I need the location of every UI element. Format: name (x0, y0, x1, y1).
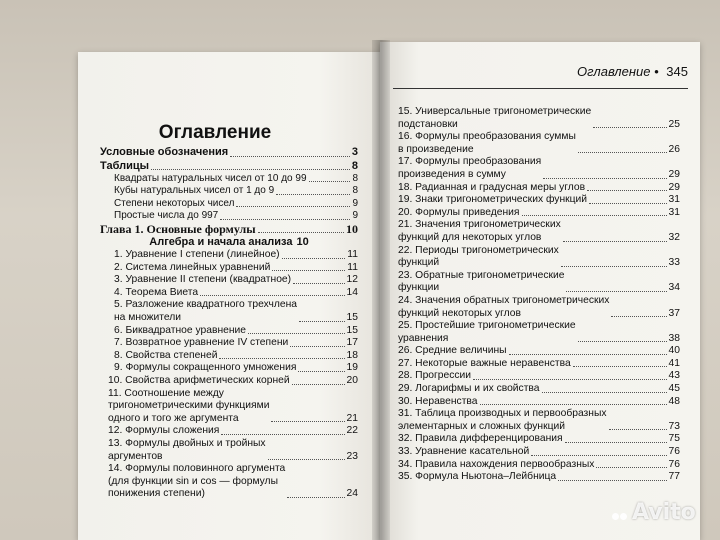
toc-entry-text: Алгебра и начала анализа (149, 236, 293, 249)
toc-entry-page: 32 (668, 231, 680, 243)
toc-entry-text: 3. Уравнение II степени (квадратное) (114, 274, 292, 286)
toc-entry-page: 73 (668, 420, 680, 432)
toc-entry-text: 25. Простейшие тригонометрические уравнения (398, 320, 576, 344)
toc-entry-page: 11 (347, 249, 358, 261)
toc-entry-page: 29 (668, 168, 680, 180)
toc-entry (398, 446, 680, 459)
toc-entry-text: 15. Универсальные тригонометрические подстановки (398, 106, 592, 130)
toc-entry-text: 12. Формулы сложения (108, 425, 220, 437)
toc-leader-dots (298, 371, 344, 372)
toc-leader-dots (282, 258, 346, 259)
toc-entry-text: Условные обозначения (100, 146, 229, 158)
toc-entry-page: 45 (668, 383, 680, 395)
toc-entry-page: 8 (351, 159, 358, 172)
toc-entry-text: 18. Радианная и градусная меры углов (398, 181, 586, 193)
toc-leader-dots (271, 421, 344, 422)
toc-entry (100, 299, 358, 324)
toc-entry-page: 29 (668, 181, 680, 193)
running-header-title: Оглавление (577, 64, 651, 79)
watermark-text: Avito (632, 500, 696, 525)
toc-entry-page: 18 (346, 349, 358, 361)
toc-leader-dots (480, 404, 667, 405)
toc-entry-text: 28. Прогрессии (398, 370, 472, 382)
toc-leader-dots (609, 429, 667, 430)
toc-entry-page: 37 (668, 307, 680, 319)
running-header-page: 345 (666, 64, 688, 79)
toc-entry-page: 17 (346, 337, 358, 349)
toc-entry-page: 9 (352, 210, 358, 222)
toc-entry (398, 245, 680, 270)
toc-entry-page: 23 (346, 450, 358, 462)
toc-entry-page: 14 (346, 286, 358, 298)
toc-entry-text: 35. Формула Ньютона–Лейбница (398, 471, 557, 483)
toc-entry-text: 7. Возвратное уравнение IV степени (114, 337, 289, 349)
toc-entry-text: 20. Формулы приведения (398, 206, 520, 218)
toc-leader-dots (531, 455, 666, 456)
toc-entry-text: 32. Правила дифференцирования (398, 433, 563, 445)
toc-entry (398, 219, 680, 244)
toc-entry (100, 249, 358, 262)
toc-leader-dots (299, 321, 345, 322)
toc-entry-page: 8 (352, 185, 358, 197)
toc-entry-page: 15 (346, 324, 358, 336)
toc-entry-text: 4. Теорема Виета (114, 286, 199, 298)
toc-entry-text: 19. Знаки тригонометрических функций (398, 194, 588, 206)
toc-entry (100, 287, 358, 300)
toc-entry-page: 40 (668, 345, 680, 357)
toc-leader-dots (558, 480, 666, 481)
toc-entry (398, 345, 680, 358)
toc-entry-page: 76 (668, 446, 680, 458)
toc-leader-dots (565, 442, 667, 443)
toc-leader-dots (248, 333, 345, 334)
toc-leader-dots (542, 392, 667, 393)
toc-entry (100, 173, 358, 185)
toc-entry (398, 194, 680, 207)
toc-entry-page: 75 (668, 433, 680, 445)
toc-entry (100, 274, 358, 287)
toc-entry (398, 106, 680, 131)
toc-leader-dots (473, 379, 666, 380)
toc-leader-dots (151, 169, 350, 170)
toc-entry-page: 34 (668, 282, 680, 294)
running-header (393, 64, 688, 89)
toc-entry (398, 459, 680, 472)
toc-entry-page: 11 (347, 261, 358, 273)
toc-entry (398, 358, 680, 371)
toc-leader-dots (578, 341, 667, 342)
toc-entry (100, 325, 358, 338)
toc-entry (398, 156, 680, 181)
toc-entry (100, 146, 358, 160)
toc-entry (100, 236, 358, 249)
toc-entry-page: 48 (668, 395, 680, 407)
book-gutter (372, 40, 390, 540)
toc-leader-dots (509, 354, 667, 355)
toc-entry (100, 388, 358, 426)
toc-entry-text: 31. Таблица производных и первообразных элементарных и сложных функций (398, 408, 607, 432)
toc-leader-dots (522, 215, 667, 216)
toc-entry-page: 24 (346, 488, 358, 500)
toc-entry-page: 31 (668, 194, 680, 206)
toc-leader-dots (236, 206, 350, 207)
toc-entry-page: 41 (668, 357, 680, 369)
toc-entry (398, 408, 680, 433)
toc-leader-dots (566, 291, 666, 292)
toc-entry (398, 131, 680, 156)
toc-entry-text: 1. Уравнение I степени (линейное) (114, 249, 280, 261)
toc-leader-dots (309, 181, 351, 182)
toc-entry-page: 10 (296, 236, 309, 249)
toc-entry-text: 29. Логарифмы и их свойства (398, 383, 540, 395)
toc-entry (100, 375, 358, 388)
toc-leader-dots (589, 203, 666, 204)
toc-entry (398, 383, 680, 396)
toc-entry-page: 26 (668, 143, 680, 155)
toc-leader-dots (561, 266, 667, 267)
toc-entry (398, 270, 680, 295)
toc-entry (398, 370, 680, 383)
toc-entry-text: Квадраты натуральных чисел от 10 до 99 (114, 173, 307, 184)
toc-leader-dots (272, 270, 345, 271)
toc-leader-dots (290, 346, 344, 347)
toc-entry-text: 23. Обратные тригонометрические функции (398, 269, 565, 294)
toc-entry-page: 21 (346, 412, 358, 424)
toc-entry-text: 9. Формулы сокращенного умножения (114, 362, 297, 374)
toc-entry-text: 16. Формулы преобразования суммы в произведение (398, 131, 576, 155)
toc-entry-page: 22 (346, 425, 358, 437)
toc-entry-text: 14. Формулы половинного аргумента (для функции sin и cos — формулы понижения степени) (108, 463, 286, 500)
running-header-bullet: • (654, 64, 659, 79)
toc-leader-dots (611, 316, 666, 317)
toc-entry-text: 22. Периоды тригонометрических функций (398, 244, 559, 269)
toc-entry-page: 76 (668, 458, 680, 470)
toc-right (398, 106, 680, 484)
toc-leader-dots (593, 127, 666, 128)
toc-entry (100, 160, 358, 174)
toc-leader-dots (219, 358, 344, 359)
toc-entry-text: Глава 1. Основные формулы (100, 221, 256, 236)
toc-leader-dots (293, 283, 344, 284)
toc-entry (398, 182, 680, 195)
toc-entry (100, 425, 358, 438)
toc-leader-dots (287, 497, 344, 498)
toc-entry-page: 33 (668, 257, 680, 269)
toc-leader-dots (221, 434, 344, 435)
toc-entry (398, 295, 680, 320)
toc-entry-page: 19 (346, 362, 358, 374)
toc-entry-text: 24. Значения обратных тригонометрических функций некоторых углов (398, 294, 610, 319)
toc-entry-text: 10. Свойства арифметических корней (108, 374, 290, 386)
toc-entry (100, 223, 358, 237)
toc-entry (100, 198, 358, 210)
toc-entry-page: 12 (346, 274, 358, 286)
toc-entry-page: 25 (668, 118, 680, 130)
toc-entry-text: 8. Свойства степеней (114, 349, 218, 361)
toc-entry-text: 6. Биквадратное уравнение (114, 324, 247, 336)
page-title: Оглавление (158, 122, 272, 143)
toc-entry (100, 438, 358, 463)
toc-entry-page: 3 (351, 146, 358, 158)
toc-entry-page: 43 (668, 370, 680, 382)
toc-entry (398, 207, 680, 220)
toc-leader-dots (292, 384, 345, 385)
toc-entry (100, 350, 358, 363)
toc-entry-page: 10 (346, 221, 358, 236)
toc-entry-text: 2. Система линейных уравнений (114, 261, 271, 273)
toc-leader-dots (563, 241, 667, 242)
toc-entry-text: 27. Некоторые важные неравенства (398, 357, 571, 369)
toc-entry (398, 433, 680, 446)
toc-entry-text: 21. Значения тригонометрических функций для некоторых углов (398, 219, 561, 243)
toc-entry-text: 30. Неравенства (398, 395, 478, 407)
toc-entry-page: 8 (352, 173, 358, 184)
toc-entry-text: Кубы натуральных чисел от 1 до 9 (114, 185, 275, 197)
toc-entry (398, 471, 680, 484)
toc-leader-dots (200, 295, 344, 296)
toc-leader-dots (220, 219, 350, 220)
toc-entry-page: 9 (352, 197, 358, 209)
avito-logo-icon (612, 501, 628, 526)
toc-entry-text: 26. Средние величины (398, 345, 507, 357)
toc-entry-text: 34. Правила нахождения первообразных (398, 458, 595, 470)
toc-entry (100, 210, 358, 222)
toc-entry-page: 77 (668, 471, 680, 483)
toc-entry-text: Простые числа до 997 (114, 210, 219, 222)
toc-entry (100, 463, 358, 501)
toc-entry-text: 13. Формулы двойных и тройных аргументов (108, 437, 266, 462)
toc-leader-dots (573, 366, 667, 367)
watermark (612, 500, 696, 526)
toc-left (100, 146, 358, 501)
toc-leader-dots (587, 190, 666, 191)
toc-entry-text: 33. Уравнение касательной (398, 446, 530, 458)
toc-entry (398, 320, 680, 345)
toc-entry (100, 337, 358, 350)
toc-entry (100, 262, 358, 275)
toc-entry (398, 396, 680, 409)
toc-entry-page: 20 (346, 374, 358, 386)
toc-entry (100, 185, 358, 197)
toc-leader-dots (543, 178, 666, 179)
toc-leader-dots (578, 152, 667, 153)
toc-leader-dots (268, 459, 345, 460)
toc-entry-page: 15 (346, 311, 358, 323)
toc-entry-text: Таблицы (100, 159, 149, 172)
toc-entry (100, 362, 358, 375)
toc-entry-text: 17. Формулы преобразования произведения в сумму (398, 156, 542, 180)
toc-entry-page: 38 (668, 332, 680, 344)
toc-entry-text: Степени некоторых чисел (114, 197, 235, 209)
toc-leader-dots (230, 156, 350, 157)
toc-entry-text: 11. Соотношение между тригонометрическими функциями одного и того же аргумента (108, 387, 270, 424)
toc-leader-dots (258, 232, 344, 233)
toc-entry-page: 31 (668, 206, 680, 218)
toc-leader-dots (596, 467, 666, 468)
toc-leader-dots (276, 194, 350, 195)
toc-entry-text: 5. Разложение квадратного трехчлена на множители (114, 299, 298, 323)
